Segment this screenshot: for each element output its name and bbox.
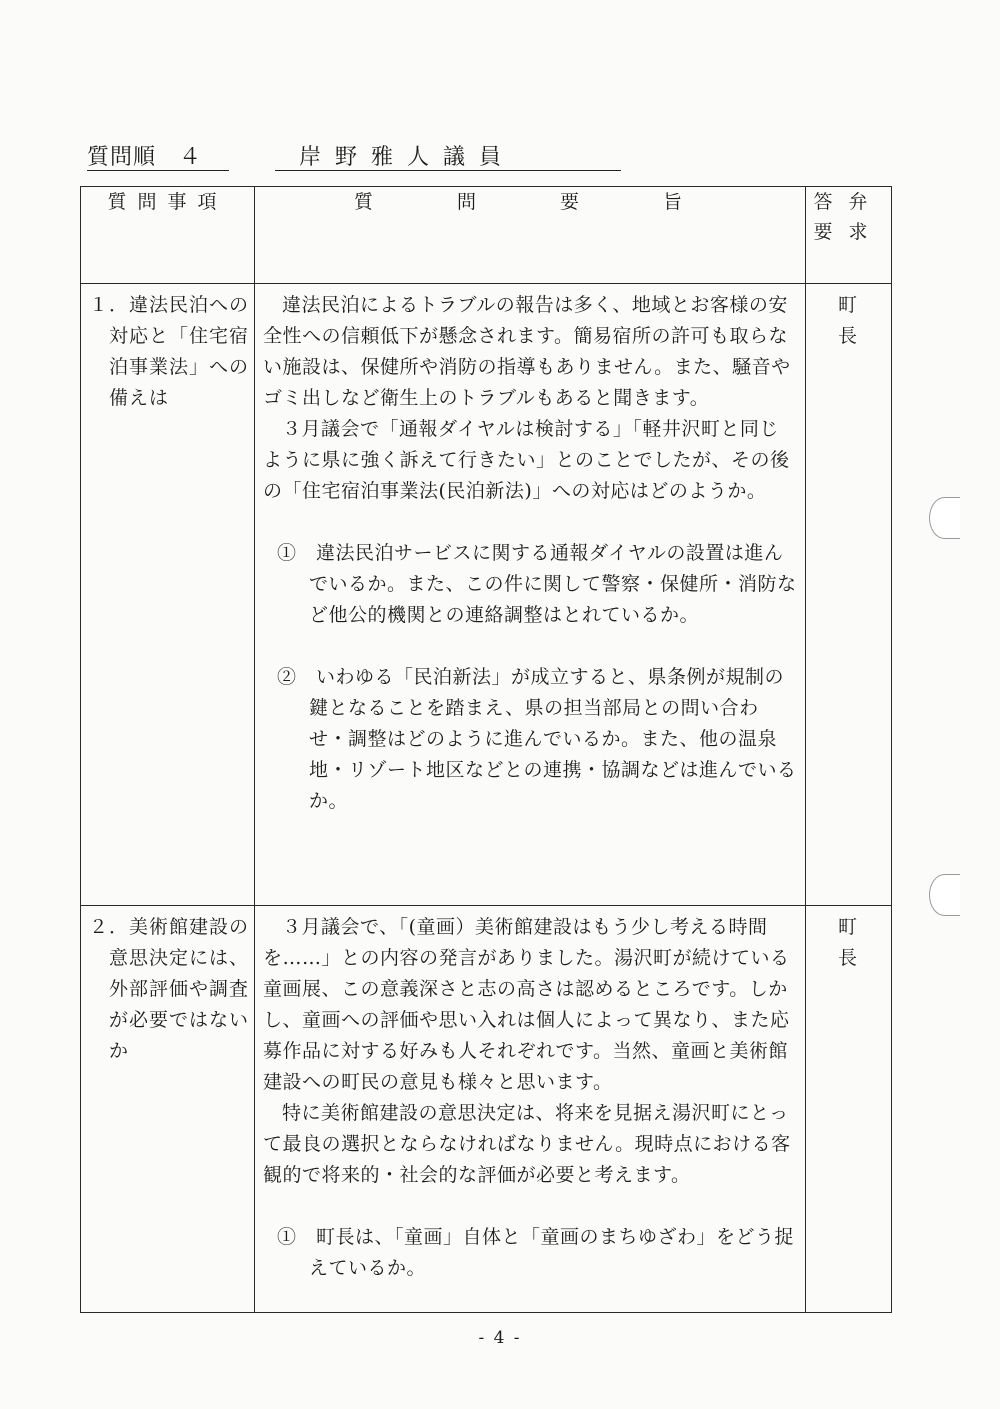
row1-paragraph-2: ３月議会で「通報ダイヤルは検討する」「軽井沢町と同じように県に強く訴えて行きたい」とのことでしたが、その後の「住宅宿泊事業法(民泊新法)」への対応はどのようか。: [263, 418, 790, 502]
header-question-item: 質問事項: [81, 187, 255, 284]
row2-gist-cell: [255, 906, 806, 1313]
table-row: [81, 284, 892, 906]
row1-item-cell: [81, 284, 255, 906]
header-question-gist: [255, 187, 806, 284]
document-header: [87, 140, 787, 174]
punch-hole-bottom: [929, 874, 960, 916]
row2-subquestion-1: ① 町長は、「童画」自体と「童画のまちゆざわ」をどう捉えているか。: [277, 1226, 795, 1279]
row1-subquestion-1: ① 違法民泊サービスに関する通報ダイヤルの設置は進んでいるか。また、この件に関して警察・保健所・消防など他公的機関との連絡調整はとれているか。: [277, 542, 797, 626]
table-header-row: [81, 187, 892, 284]
header-request-line1: 答弁: [813, 191, 884, 213]
row1-subquestion-2: ② いわゆる「民泊新法」が成立すると、県条例が規制の鍵となることを踏まえ、県の担当部局との問い合わせ・調整はどのように進んでいるか。また、他の温泉地・リゾート地区などとの連携・協調などは進んでいるか。: [277, 666, 797, 812]
row2-request-cell: [806, 906, 892, 1313]
row1-request: 町長: [837, 294, 885, 347]
header-answer-request: [806, 187, 892, 284]
member-name: 岸野雅人議員: [299, 145, 516, 170]
page-number: - 4 -: [478, 1328, 522, 1348]
row1-item: １．違法民泊への 対応と「住宅宿 泊事業法」への 備えは: [89, 294, 250, 409]
header-gist-label: 質問要旨: [353, 191, 766, 213]
row2-item-cell: [81, 906, 255, 1313]
question-table: [80, 186, 892, 1313]
table-row: [81, 906, 892, 1313]
row2-paragraph-1: ３月議会で、「(童画）美術館建設はもう少し考える時間を……」との内容の発言がありました。湯沢町が続けている童画展、この意義深さと志の高さは認めるところです。しかし、童画への評価や思い入れは個人によって異なり、また応募作品に対する好みも人それぞれです。当然、童画と美術館建設への町民の意見も様々と思います。: [263, 916, 790, 1093]
header-request-line2: 要求: [813, 221, 884, 243]
name-underline: [275, 170, 621, 171]
row1-request-cell: [806, 284, 892, 906]
punch-hole-top: [929, 497, 960, 539]
question-order: 質問順 ４: [87, 145, 203, 170]
row1-gist-cell: [255, 284, 806, 906]
row2-item: ２．美術館建設の 意思決定には、 外部評価や調査 が必要ではない か: [89, 916, 250, 1062]
row2-request: 町長: [837, 916, 885, 969]
order-underline: [87, 170, 229, 171]
row1-paragraph-1: 違法民泊によるトラブルの報告は多く、地域とお客様の安全性への信頼低下が懸念されます。簡易宿所の許可も取らない施設は、保健所や消防の指導もありません。また、騒音やゴミ出しなど衛生上のトラブルもあると聞きます。: [263, 294, 791, 409]
row2-paragraph-2: 特に美術館建設の意思決定は、将来を見据え湯沢町にとって最良の選択とならなければなりません。現時点における客観的で将来的・社会的な評価が必要と考えます。: [263, 1102, 791, 1186]
